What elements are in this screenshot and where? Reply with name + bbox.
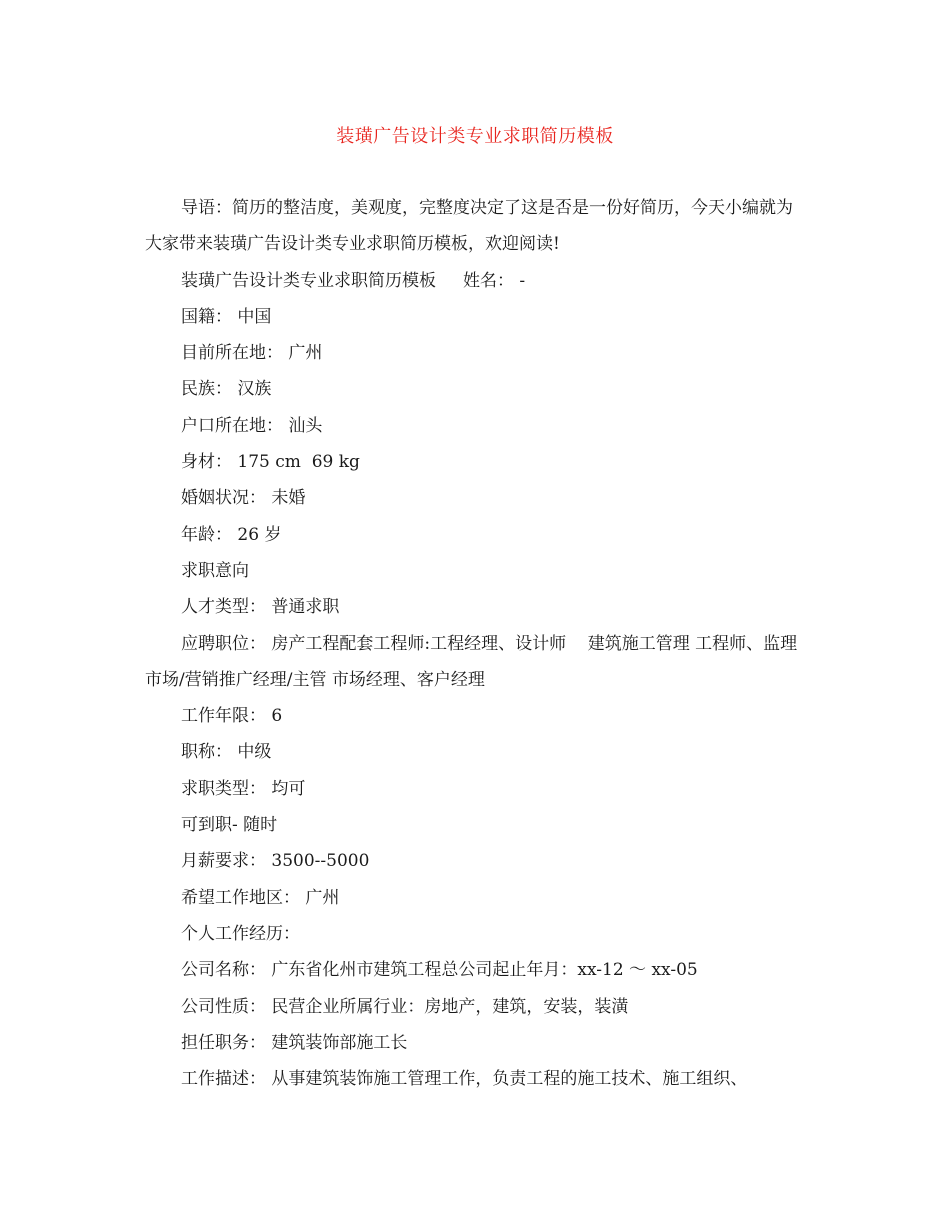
paragraph-current-location: 目前所在地： 广州 — [181, 343, 323, 364]
paragraph-ethnicity: 民族： 汉族 — [181, 379, 272, 400]
paragraph-company-type: 公司性质： 民营企业所属行业：房地产，建筑，安装，装潢 — [181, 996, 629, 1017]
paragraph-age: 年龄： 26 岁 — [181, 524, 282, 545]
paragraph-professional-title: 职称： 中级 — [181, 742, 272, 763]
paragraph-positions-applied: 应聘职位： 房产工程配套工程师:工程经理、设计师 建筑施工管理 工程师、监理 市场/营销推广经理/主管 市场经理、客户经理 — [145, 633, 819, 690]
paragraph-intro: 导语：简历的整洁度，美观度，完整度决定了这是否是一份好简历，今天小编就为大家带来装璜广告设计类专业求职简历模板，欢迎阅读! — [145, 198, 793, 255]
paragraph-job-description: 工作描述： 从事建筑装饰施工管理工作，负责工程的施工技术、施工组织、 — [181, 1069, 748, 1090]
paragraph-salary-expectation: 月薪要求： 3500--5000 — [181, 851, 370, 872]
paragraph-job-intention-heading: 求职意向 — [181, 560, 249, 581]
paragraph-marital-status: 婚姻状况： 未婚 — [181, 488, 306, 509]
paragraph-preferred-location: 希望工作地区： 广州 — [181, 887, 340, 908]
paragraph-job-type: 求职类型： 均可 — [181, 778, 306, 799]
paragraph-height-weight: 身材： 175 cm 69 kg — [181, 452, 360, 473]
paragraph-household-registration: 户口所在地： 汕头 — [181, 415, 323, 436]
document-title: 装璜广告设计类专业求职简历模板 — [336, 126, 614, 147]
paragraph-availability: 可到职- 随时 — [181, 815, 278, 836]
paragraph-position-held: 担任职务： 建筑装饰部施工长 — [181, 1032, 408, 1053]
paragraph-nationality: 国籍： 中国 — [181, 306, 272, 327]
paragraph-work-history-heading: 个人工作经历： — [181, 923, 300, 944]
paragraph-company-name: 公司名称： 广东省化州市建筑工程总公司起止年月：xx-12 ～ xx-05 — [181, 960, 698, 981]
document-body — [145, 190, 819, 1097]
paragraph-resume-heading-name: 装璜广告设计类专业求职简历模板 姓名： - — [181, 270, 526, 291]
paragraph-years-of-experience: 工作年限： 6 — [181, 706, 283, 727]
paragraph-talent-type: 人才类型： 普通求职 — [181, 597, 340, 618]
